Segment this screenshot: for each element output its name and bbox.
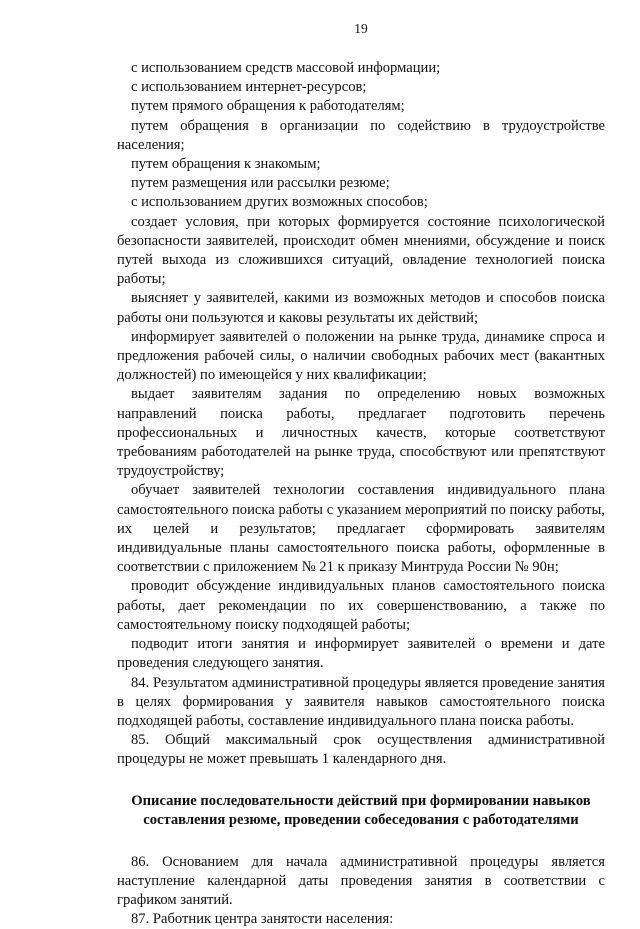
list-item: обучает заявителей технологии составления индивидуального плана самостоятельного поиска работы с указанием мероприятий по поиску работы, их целей и результатов; предлагает сформировать заявителям индивидуальные планы самостоятельного поиска работы, оформленные в соответствии с приложением № 21 к приказу Минтруда России № 90н; [117, 482, 605, 576]
list-item: подводит итоги занятия и информирует заявителей о времени и дате проведения следующего занятия. [117, 636, 605, 672]
body-text-after [117, 853, 605, 929]
list-item: путем обращения к знакомым; [131, 156, 321, 173]
list-item: с использованием других возможных способов; [131, 194, 428, 211]
section-heading: Описание последовательности действий при формировании навыков составления резюме, проведении собеседования с работодателями [131, 792, 591, 829]
numbered-paragraph-85: 85. Общий максимальный срок осуществления административной процедуры не может превышать 1 календарного дня. [117, 732, 605, 768]
list-item: создает условия, при которых формируется состояние психологической безопасности заявителей, происходит обмен мнениями, обсуждение и поиск путей выхода из сложившихся ситуаций, овладение технологией поиска работы; [117, 213, 605, 288]
list-item: информирует заявителей о положении на рынке труда, динамике спроса и предложения рабочей силы, о наличии свободных рабочих мест (вакантных должностей) по имеющейся у них квалификации; [117, 328, 605, 384]
numbered-paragraph-86: 86. Основанием для начала административной процедуры является наступление календарной даты проведения занятия в соответствии с графиком занятий. [117, 853, 605, 908]
body-text-before [117, 59, 605, 770]
list-item: путем размещения или рассылки резюме; [131, 175, 390, 192]
list-item: выясняет у заявителей, какими из возможных методов и способов поиска работы они пользуются и каковы результаты их действий; [117, 290, 605, 326]
page-number: 19 [354, 21, 368, 36]
list-item: путем прямого обращения к работодателям; [131, 98, 405, 115]
list-item: с использованием средств массовой информации; [131, 60, 441, 76]
numbered-paragraph-87: 87. Работник центра занятости населения: [131, 911, 394, 928]
list-item: с использованием интернет-ресурсов; [131, 79, 367, 96]
list-item: выдает заявителям задания по определению новых возможных направлений поиска работы, предлагает подготовить перечень профессиональных и личностных качеств, которые соответствуют требованиям работодателей на рынке труда, способствуют или препятствуют трудоустройству; [117, 386, 605, 480]
list-item: проводит обсуждение индивидуальных планов самостоятельного поиска работы, дает рекомендации по их совершенствованию, а также по самостоятельному поиску подходящей работы; [117, 578, 605, 633]
numbered-paragraph-84: 84. Результатом административной процедуры является проведение занятия в целях формирования у заявителя навыков самостоятельного поиска подходящей работы, составление индивидуального плана поиска работы. [117, 674, 605, 729]
list-item: путем обращения в организации по содействию в трудоустройстве населения; [117, 117, 605, 153]
